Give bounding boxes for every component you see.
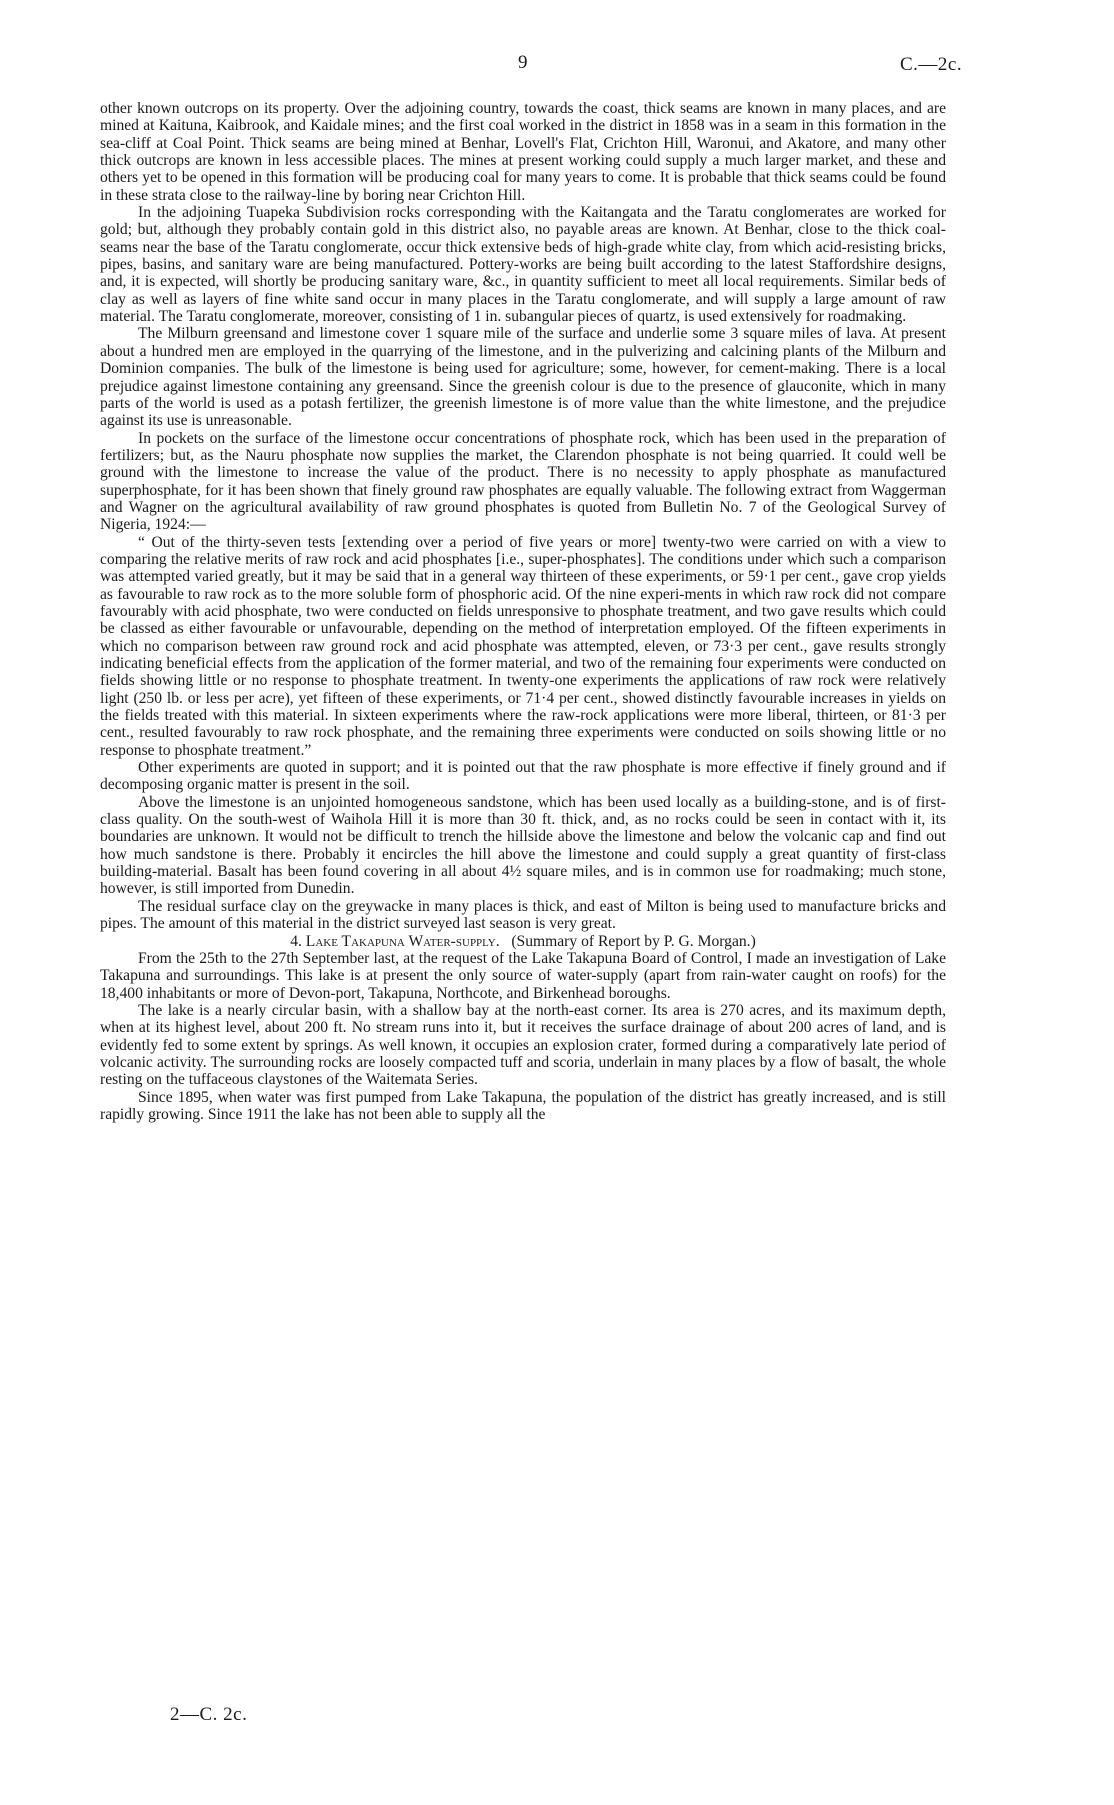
printer-signature-mark: 2—C. 2c. xyxy=(170,1704,248,1725)
section-heading xyxy=(100,933,946,950)
section-summary-note: (Summary of Report by P. G. Morgan.) xyxy=(511,932,756,950)
paragraph: Since 1895, when water was first pumped from Lake Takapuna, the population of the district has greatly increased, and is still rapidly growing. Since 1911 the lake has not been able to supply all the xyxy=(100,1088,946,1123)
paragraph: The lake is a nearly circular basin, with a shallow bay at the north-east corner. Its area is 270 acres, and its maximum depth, when at its highest level, about 200 ft. No stream runs into it, but it receives the surface drainage of about 200 acres of land, and is evidently fed to some extent by springs. As well known, it occupies an explosion crater, formed during a comparatively late period of volcanic activity. The surrounding rocks are loosely compacted tuff and scoria, underlain in many places by a flow of basalt, the whole resting on the tuffaceous claystones of the Waitemata Series. xyxy=(100,1001,946,1089)
paragraph: Above the limestone is an unjointed homogeneous sandstone, which has been used locally as a building-stone, and is of first-class quality. On the south-west of Waihola Hill it is more than 30 ft. thick, and, as no rocks could be seen in contact with it, its boundaries are unknown. It would not be difficult to trench the hillside above the limestone and below the volcanic cap and find out how much sandstone is there. Probably it encircles the hill above the limestone and could supply a great quantity of first-class building-material. Basalt has been found covering in all about 4½ square miles, and is in common use for roadmaking; much stone, however, is still imported from Dunedin. xyxy=(100,793,946,898)
paragraph: The residual surface clay on the greywacke in many places is thick, and east of Milton is being used to manufacture bricks and pipes. The amount of this material in the district surveyed last season is very great. xyxy=(100,897,946,933)
paragraph: Other experiments are quoted in support; and it is pointed out that the raw phosphate is more effective if finely ground and if decomposing organic matter is present in the soil. xyxy=(100,759,946,794)
page-body xyxy=(100,100,946,1123)
section-number: 4. xyxy=(290,932,306,950)
paragraph: From the 25th to the 27th September last, at the request of the Lake Takapuna Board of Control, I made an investigation of Lake Takapuna and surroundings. This lake is at present the only source of water-supply (apart from rain-water caught on roofs) for the 18,400 inhabitants or more of Devon-port, Takapuna, Northcote, and Birkenhead boroughs. xyxy=(100,949,946,1002)
section-title: Lake Takapuna Water-supply. xyxy=(305,932,500,950)
page-number: 9 xyxy=(518,52,528,73)
document-reference: C.—2c. xyxy=(900,54,963,75)
paragraph: other known outcrops on its property. Over the adjoining country, towards the coast, thick seams are known in many places, and are mined at Kaituna, Kaibrook, and Kaidale mines; and the first coal worked in the district in 1858 was in a seam in this formation in the sea-cliff at Coal Point. Thick seams are being mined at Benhar, Lovell's Flat, Crichton Hill, Waronui, and Akatore, and many other thick outcrops are known in less accessible places. The mines at present working could supply a much larger market, and these and others yet to be opened in this formation will be producing coal for many years to come. It is probable that thick seams could be found in these strata close to the railway-line by boring near Crichton Hill. xyxy=(100,100,946,204)
paragraph: The Milburn greensand and limestone cover 1 square mile of the surface and underlie some 3 square miles of lava. At present about a hundred men are employed in the quarrying of the limestone, and in the pulverizing and calcining plants of the Milburn and Dominion companies. The bulk of the limestone is being used for agriculture; some, however, for cement-making. There is a local prejudice against limestone containing any greensand. Since the greenish colour is due to the presence of glauconite, which in many parts of the world is used as a potash fertilizer, the greenish limestone is of more value than the white limestone, and the prejudice against its use is unreasonable. xyxy=(100,325,946,430)
quoted-extract: “ Out of the thirty-seven tests [extending over a period of five years or more] twenty-two were carried on with a view to comparing the relative merits of raw rock and acid phosphates [i.e., super-phosphates]. The conditions under which such a comparison was attempted varied greatly, but it may be said that in a general way thirteen of these experiments, or 59·1 per cent., gave crop yields as favourable to raw rock as to the more soluble form of phosphoric acid. Of the nine experi-ments in which raw rock did not compare favourably with acid phosphate, two were conducted on fields unresponsive to phosphate treatment, and two gave results which could be classed as either favourable or unfavourable, depending on the method of interpretation employed. Of the fifteen experiments in which no comparison between raw ground rock and acid phosphate was attempted, eleven, or 73·3 per cent., gave results strongly indicating beneficial effects from the application of the former material, and two of the remaining four experiments were conducted on fields showing little or no response to phosphate treatment. In twenty-one experiments the applications of raw rock were relatively light (250 lb. or less per acre), yet fifteen of these experiments, or 71·4 per cent., showed distinctly favourable increases in yields on the fields treated with this material. In sixteen experiments where the raw-rock applications were more liberal, thirteen, or 81·3 per cent., resulted favourably to raw rock phosphate, and the remaining three experiments were conducted on soils showing little or no response to phosphate treatment.” xyxy=(100,533,946,759)
paragraph: In the adjoining Tuapeka Subdivision rocks corresponding with the Kaitangata and the Taratu conglomerates are worked for gold; but, although they probably contain gold in this district also, no payable areas are known. At Benhar, close to the thick coal-seams near the base of the Taratu conglomerate, occur thick extensive beds of high-grade white clay, from which acid-resisting bricks, pipes, basins, and sanitary ware are being manufactured. Pottery-works are being built according to the latest Staffordshire designs, and, it is expected, will shortly be producing sanitary ware, &c., in quantity sufficient to meet all local requirements. Similar beds of clay as well as layers of fine white sand occur in many places in the Taratu conglomerate, and will supply a large amount of raw material. The Taratu conglomerate, moreover, consisting of 1 in. subangular pieces of quartz, is used extensively for roadmaking. xyxy=(100,204,946,326)
paragraph: In pockets on the surface of the limestone occur concentrations of phosphate rock, which has been used in the preparation of fertilizers; but, as the Nauru phosphate now supplies the market, the Clarendon phosphate is not being quarried. It could well be ground with the limestone to increase the value of the product. There is no necessity to apply phosphate as manufactured superphosphate, for it has been shown that finely ground raw phosphates are equally valuable. The following extract from Waggerman and Wagner on the agricultural availability of raw ground phosphates is quoted from Bulletin No. 7 of the Geological Survey of Nigeria, 1924:— xyxy=(100,429,946,534)
